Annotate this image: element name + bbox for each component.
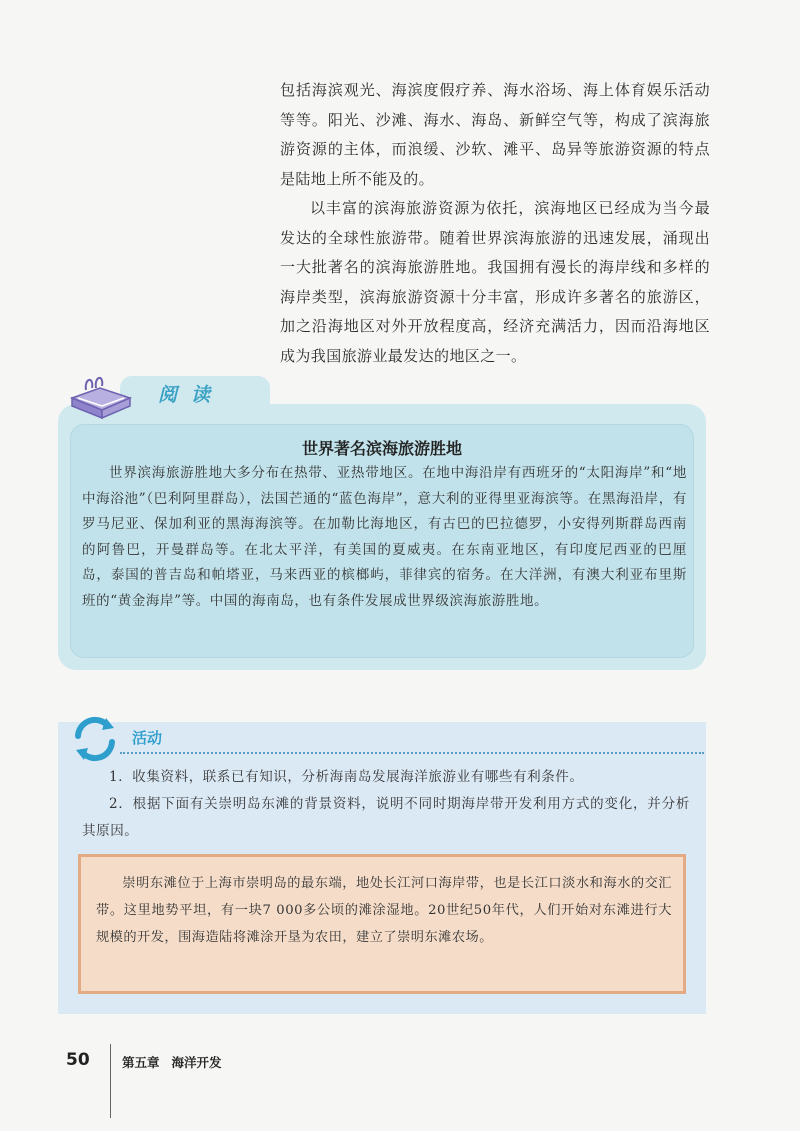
activity-task-2: 2．根据下面有关崇明岛东滩的背景资料，说明不同时期海岸带开发利用方式的变化，并分析其原因。 [82, 796, 690, 839]
activity-label: 活动 [132, 729, 163, 747]
reading-label: 阅读 [158, 384, 225, 406]
intro-text [280, 76, 710, 371]
activity-divider [120, 752, 704, 754]
intro-paragraph-1: 包括海滨观光、海滨度假疗养、海水浴场、海上体育娱乐活动等等。阳光、沙滩、海水、海岛、新鲜空气等，构成了滨海旅游资源的主体，而浪缓、沙软、滩平、岛异等旅游资源的特点是陆地上所不能及的。 [280, 81, 710, 188]
chapter-heading [122, 1053, 234, 1071]
footer-divider [110, 1044, 111, 1118]
intro-paragraph-2: 以丰富的滨海旅游资源为依托，滨海地区已经成为当今最发达的全球性旅游带。随着世界滨海旅游的迅速发展，涌现出一大批著名的滨海旅游胜地。我国拥有漫长的海岸线和多样的海岸类型，滨海旅游资源十分丰富，形成许多著名的旅游区，加之沿海地区对外开放程度高，经济充满活力，因而沿海地区成为我国旅游业最发达的地区之一。 [280, 199, 710, 365]
reading-title: 世界著名滨海旅游胜地 [301, 439, 462, 458]
book-icon [66, 368, 136, 426]
activity-task-1: 1．收集资料，联系已有知识，分析海南岛发展海洋旅游业有哪些有利条件。 [109, 769, 584, 785]
cycle-arrows-icon [68, 712, 122, 766]
background-material-text: 崇明东滩位于上海市崇明岛的最东端，地处长江河口海岸带，也是长江口淡水和海水的交汇带。这里地势平坦，有一块7 000多公顷的滩涂湿地。20世纪50年代，人们开始对东滩进行大规模的开发，围海造陆将滩涂开垦为农田，建立了崇明东滩农场。 [96, 876, 672, 945]
chapter-number: 第五章 [122, 1055, 160, 1070]
reading-body: 世界滨海旅游胜地大多分布在热带、亚热带地区。在地中海沿岸有西班牙的“太阳海岸”和“地中海浴池”（巴利阿里群岛），法国芒通的“蓝色海岸”，意大利的亚得里亚海滨等。在黑海沿岸，有罗马尼亚、保加利亚的黑海海滨等。在加勒比海地区，有古巴的巴拉德罗，小安得列斯群岛西南的阿鲁巴，开曼群岛等。在北太平洋，有美国的夏威夷。在东南亚地区，有印度尼西亚的巴厘岛，泰国的普吉岛和帕塔亚，马来西亚的槟榔屿，菲律宾的宿务。在大洋洲，有澳大利亚布里斯班的“黄金海岸”等。中国的海南岛，也有条件发展成世界级滨海旅游胜地。 [82, 465, 687, 609]
chapter-title: 海洋开发 [171, 1055, 222, 1070]
page-number: 50 [66, 1050, 90, 1070]
